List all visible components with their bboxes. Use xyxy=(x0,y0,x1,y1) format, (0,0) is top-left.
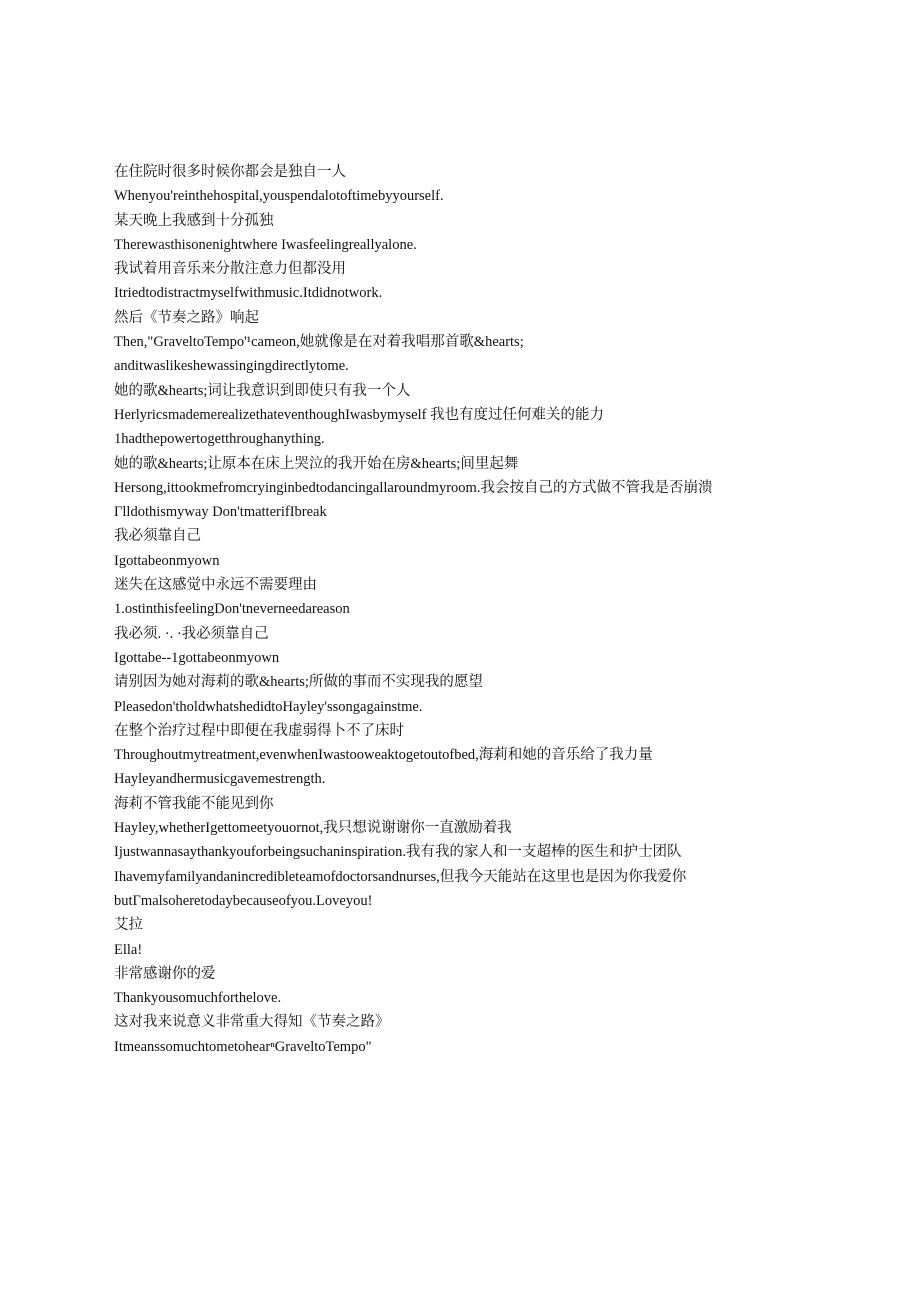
text-line: Γlldothismyway Don'tmatterifIbreak xyxy=(114,504,327,521)
text-line: 我必须靠自己 xyxy=(114,528,201,545)
text-line: 她的歌&hearts;词让我意识到即使只有我一个人 xyxy=(114,382,411,399)
text-line: 请别因为她对海莉的歌&hearts;所做的事而不实现我的愿望 xyxy=(114,674,483,691)
text-line: 海莉不管我能不能见到你 xyxy=(114,795,274,812)
text-line: 在整个治疗过程中即便在我虚弱得卜不了床时 xyxy=(114,722,404,739)
text-line: 1.ostinthisfeelingDon'tneverneedareason xyxy=(114,601,350,618)
text-line: Hayleyandhermusicgavemestrength. xyxy=(114,771,326,788)
text-line: Throughoutmytreatment,evenwhenIwastooweaktogetoutofbed,海莉和她的音乐给了我力量 xyxy=(114,747,653,764)
text-line: anditwaslikeshewassingingdirectlytome. xyxy=(114,358,349,375)
text-line: 某天晚上我感到十分孤独 xyxy=(114,212,274,229)
text-line: 迷失在这感觉中永远不需要理由 xyxy=(114,577,317,594)
text-line: 这对我来说意义非常重大得知《节奏之路》 xyxy=(114,1014,390,1031)
text-line: Hersong,ittookmefromcryinginbedtodancingallaroundmyroom.我会按自己的方式做不管我是否崩溃 xyxy=(114,479,713,496)
text-line: Ella! xyxy=(114,941,143,958)
document-body xyxy=(114,160,764,1059)
text-line: Itriedtodistractmyselfwithmusic.Itdidnotwork. xyxy=(114,285,383,302)
text-line: butΓmalsoheretodaybecauseofyou.Loveyou! xyxy=(114,892,373,909)
text-line: 我必须. ·. ·我必须靠自己 xyxy=(114,625,269,642)
text-line: Ijustwannasaythankyouforbeingsuchaninspiration.我有我的家人和一支超棒的医生和护士团队 xyxy=(114,844,682,861)
text-line: HerlyricsmademerealizethateventhoughIwasbymyself 我也有度过任何难关的能力 xyxy=(114,406,605,423)
text-line: 然后《节奏之路》响起 xyxy=(114,309,259,326)
text-line: Thankyousomuchforthelove. xyxy=(114,990,282,1007)
text-line: 我试着用音乐来分散注意力但都没用 xyxy=(114,261,346,278)
text-line: Igottabe--1gottabeonmyown xyxy=(114,649,280,666)
text-line: Igottabeonmyown xyxy=(114,552,220,569)
text-line: 她的歌&hearts;让原本在床上哭泣的我开始在房&hearts;间里起舞 xyxy=(114,455,519,472)
text-line: Ihavemyfamilyandanincredibleteamofdoctorsandnurses,但我今天能站在这里也是因为你我爱你 xyxy=(114,868,687,885)
text-line: 艾拉 xyxy=(114,917,143,934)
text-line: Pleasedon'tholdwhatshedidtoHayley'ssongagainstme. xyxy=(114,698,423,715)
text-line: Then,"GraveltoTempo'¹cameon,她就像是在对着我唱那首歌&hearts; xyxy=(114,334,524,351)
text-line: Whenyou'reinthehospital,youspendalotoftimebyyourself. xyxy=(114,188,444,205)
text-line: Hayley,whetherIgettomeetyouornot,我只想说谢谢你一直激励着我 xyxy=(114,820,512,837)
text-line: ItmeanssomuchtometohearⁿGraveltoTempo" xyxy=(114,1038,372,1055)
text-line: 在住院时很多时候你都会是独自一人 xyxy=(114,164,346,180)
text-line: 1hadthepowertogetthroughanything. xyxy=(114,431,325,448)
text-line: 非常感谢你的爱 xyxy=(114,965,216,982)
text-line: Therewasthisonenightwhere Iwasfeelingreallyalone. xyxy=(114,236,417,253)
